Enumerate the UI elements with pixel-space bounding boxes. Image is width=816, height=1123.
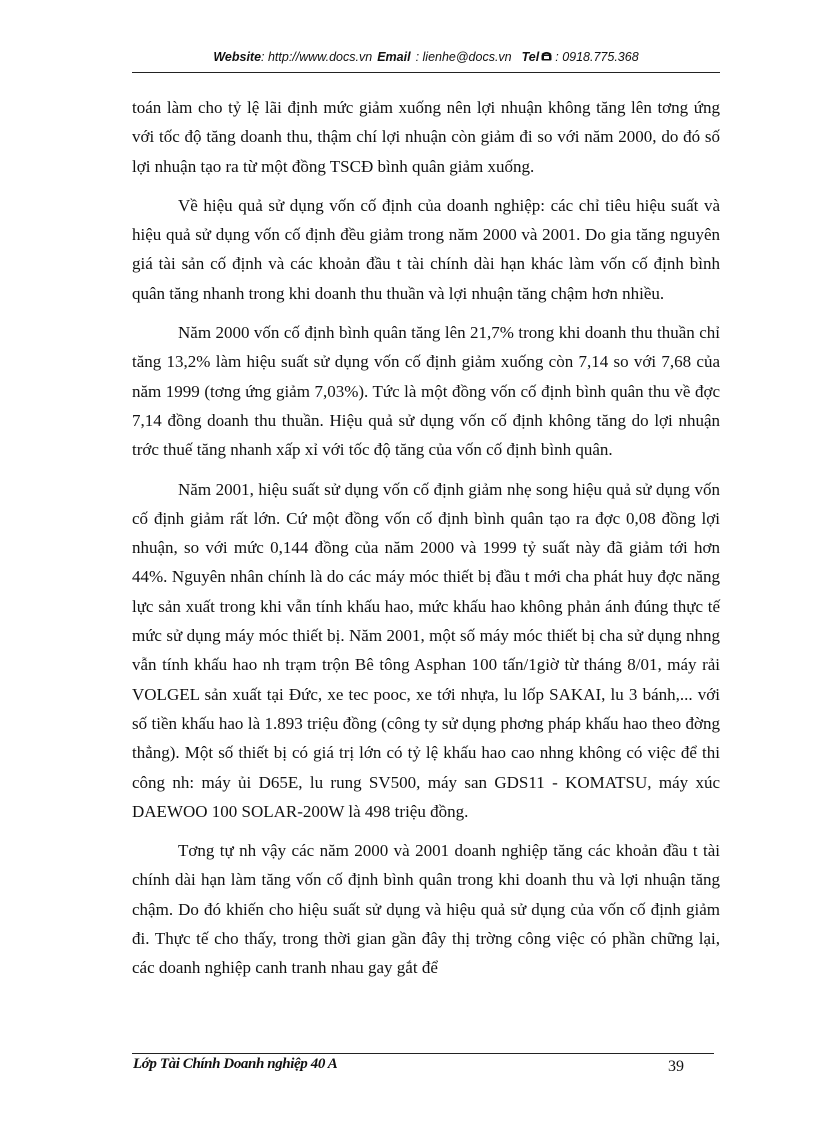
- website-value: : http://www.docs.vn: [261, 50, 373, 64]
- website-label: Website: [213, 50, 262, 64]
- telephone-icon: [541, 50, 552, 60]
- tel-value: : 0918.775.368: [555, 50, 639, 64]
- footer-class-name: Lớp Tài Chính Doanh nghiệp 40 A: [133, 1056, 338, 1072]
- paragraph-5: Tơng tự nh vậy các năm 2000 và 2001 doanh nghiệp tăng các khoản đầu t tài chính dài hạn làm tăng vốn cố định bình quân trong khi doanh thu và lợi nhuận tăng chậm. Do đó khiến cho hiệu suất sử dụng và hiệu quả sử dụng của vốn cố định giảm đi. Thực tế cho thấy, trong thời gian gần đây thị trờng công việc có phần chững lại, các doanh nghiệp canh tranh nhau gay gắt để: [132, 841, 720, 978]
- paragraph-2: Về hiệu quả sử dụng vốn cố định của doanh nghiệp: các chỉ tiêu hiệu suất và hiệu quả sử dụng vốn cố định đều giảm trong năm 2000 và 2001. Do gia tăng nguyên giá tài sản cố định và các khoản đầu t tài chính dài hạn khác làm vốn cố định bình quân tăng nhanh trong khi doanh thu thuần và lợi nhuận tăng chậm hơn nhiều.: [132, 195, 720, 303]
- paragraph-1: toán làm cho tỷ lệ lãi định mức giảm xuống nên lợi nhuận không tăng lên tơng ứng với tốc độ tăng doanh thu, thậm chí lợi nhuận còn giảm đi so với năm 2000, do đó số lợi nhuận tạo ra từ một đồng TSCĐ bình quân giảm xuống.: [132, 98, 720, 176]
- document-body: [132, 93, 720, 993]
- tel-label: Tel: [521, 50, 540, 64]
- email-label: Email: [377, 50, 411, 64]
- footer-divider: [132, 1053, 714, 1054]
- page-header: [132, 50, 720, 73]
- page-number: 39: [668, 1058, 684, 1075]
- email-value: : lienhe@docs.vn: [415, 50, 512, 64]
- paragraph-3: Năm 2000 vốn cố định bình quân tăng lên 21,7% trong khi doanh thu thuần chỉ tăng 13,2% làm hiệu suất sử dụng vốn cố định giảm xuống còn 7,14 so với 7,68 của năm 1999 (tơng ứng giảm 7,03%). Tức là một đồng vốn cố định bình quân thu về đợc 7,14 đồng doanh thu thuần. Hiệu quả sử dụng vốn cố định không tăng do lợi nhuận trớc thuế tăng nhanh xấp xỉ với tốc độ tăng của vốn cố định bình quân.: [132, 323, 720, 460]
- paragraph-4: Năm 2001, hiệu suất sử dụng vốn cố định giảm nhẹ song hiệu quả sử dụng vốn cố định giảm rất lớn. Cứ một đồng vốn cố định bình quân tạo ra đợc 0,08 đồng lợi nhuận, so với mức 0,144 đồng của năm 2000 và 1999 tỷ suất này đã giảm tới hơn 44%. Nguyên nhân chính là do các máy móc thiết bị đầu t mới cha phát huy đợc năng lực sản xuất trong khi vẫn tính khấu hao, mức khấu hao không phản ánh đúng thực tế mức sử dụng máy móc thiết bị. Năm 2001, một số máy móc thiết bị cha sử dụng nhng vẫn tính khấu hao nh trạm trộn Bê tông Asphan 100 tấn/1giờ từ tháng 8/01, máy rải VOLGEL sản xuất tại Đức, xe tec pooc, xe tới nhựa, lu lốp SAKAI, lu 3 bánh,... với số tiền khấu hao là 1.893 triệu đồng (công ty sử dụng phơng pháp khấu hao theo đờng thẳng). Một số thiết bị có giá trị lớn có tỷ lệ khấu hao cao nhng không có việc để thi công nh: máy ủi D65E, lu rung SV500, máy san GDS11 - KOMATSU, máy xúc DAEWOO 100 SOLAR-200W là 498 triệu đồng.: [132, 479, 720, 821]
